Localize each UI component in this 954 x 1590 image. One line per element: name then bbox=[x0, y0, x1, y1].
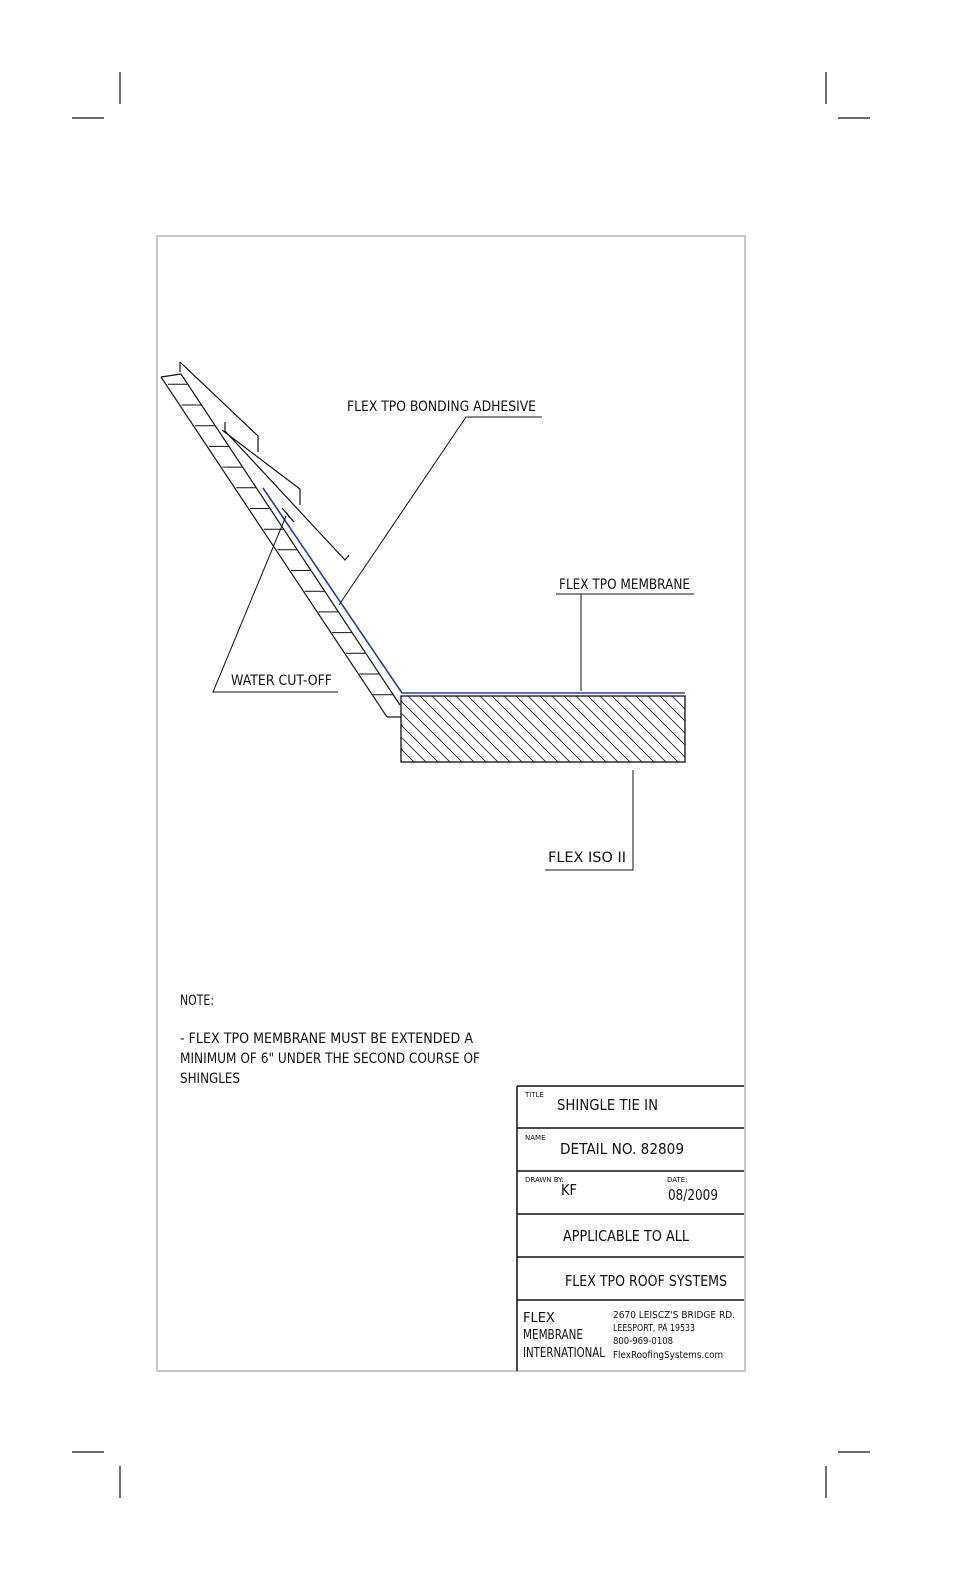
date-caption: DATE: bbox=[667, 1176, 688, 1184]
deck-rafter-ticks bbox=[168, 384, 393, 694]
label-iso: FLEX ISO II bbox=[548, 850, 626, 866]
title-caption: TITLE bbox=[525, 1091, 544, 1099]
crop-marks bbox=[72, 72, 870, 1498]
shingles bbox=[180, 362, 349, 560]
drawn-by-caption: DRAWN BY: bbox=[525, 1176, 564, 1184]
drawing-title: SHINGLE TIE IN bbox=[557, 1096, 658, 1114]
note-line-2: MINIMUM OF 6" UNDER THE SECOND COURSE OF bbox=[180, 1051, 480, 1067]
address-line-2: LEESPORT, PA 19533 bbox=[613, 1323, 695, 1334]
iso-insulation-board bbox=[401, 696, 685, 762]
label-membrane: FLEX TPO MEMBRANE bbox=[559, 577, 690, 593]
applicable-text: APPLICABLE TO ALL bbox=[563, 1227, 690, 1245]
website: FlexRoofingSystems.com bbox=[613, 1350, 723, 1361]
system-text: FLEX TPO ROOF SYSTEMS bbox=[565, 1272, 727, 1290]
leader-lines bbox=[213, 417, 694, 870]
address-line-1: 2670 LEISCZ'S BRIDGE RD. bbox=[613, 1310, 735, 1321]
company-line-1: FLEX bbox=[523, 1311, 555, 1326]
drawn-by-value: KF bbox=[561, 1181, 577, 1199]
detail-number: DETAIL NO. 82809 bbox=[560, 1140, 684, 1158]
note-line-1: - FLEX TPO MEMBRANE MUST BE EXTENDED A bbox=[180, 1031, 474, 1047]
date-value: 08/2009 bbox=[668, 1186, 718, 1204]
phone-number: 800-969-0108 bbox=[613, 1336, 673, 1347]
label-bonding-adhesive: FLEX TPO BONDING ADHESIVE bbox=[347, 399, 536, 415]
company-line-2: MEMBRANE bbox=[523, 1328, 583, 1343]
company-line-3: INTERNATIONAL bbox=[523, 1346, 606, 1361]
name-caption: NAME bbox=[525, 1134, 546, 1142]
note-heading: NOTE: bbox=[180, 993, 214, 1009]
label-water-cutoff: WATER CUT-OFF bbox=[231, 673, 332, 689]
note-line-3: SHINGLES bbox=[180, 1071, 241, 1087]
